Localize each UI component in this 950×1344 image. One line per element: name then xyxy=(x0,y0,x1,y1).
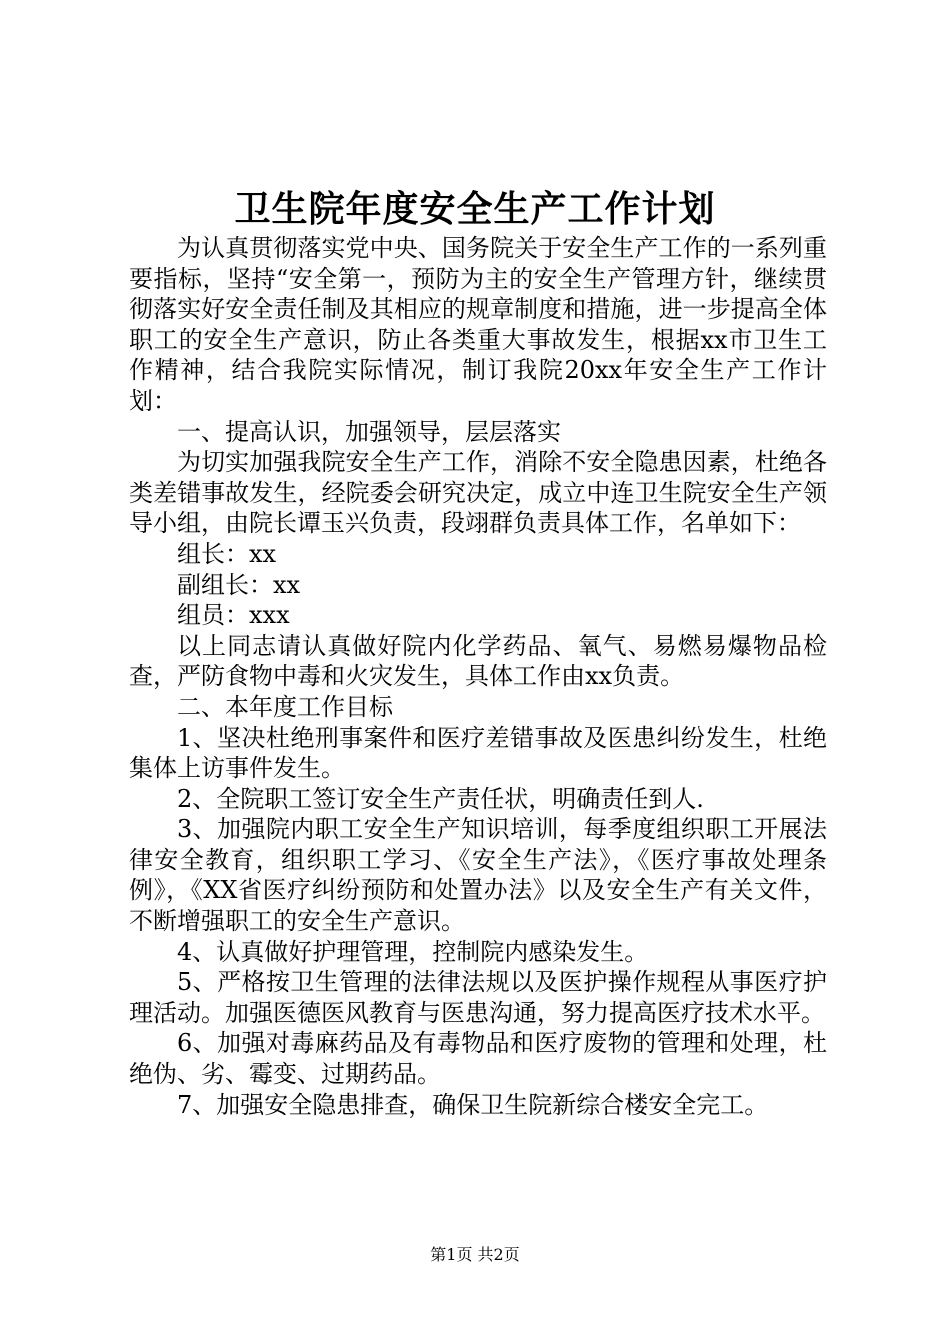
members-line: 组员：xxx xyxy=(177,601,290,630)
goal-item-7: 7、加强安全隐患排查，确保卫生院新综合楼安全完工。 xyxy=(177,1090,769,1119)
page-number-footer: 第1页 共2页 xyxy=(430,1245,520,1264)
section-heading-2: 二、本年度工作目标 xyxy=(177,692,393,721)
section-heading-1: 一、提高认识，加强领导，层层落实 xyxy=(177,417,561,446)
goal-item-6: 6、加强对毒麻药品及有毒物品和医疗废物的管理和处理，杜绝伪、劣、霉变、过期药品。 xyxy=(129,1029,827,1089)
intro-paragraph: 为认真贯彻落实党中央、国务院关于安全生产工作的一系列重要指标，坚持“安全第一，预防为主的安全生产管理方针，继续贯彻落实好安全责任制及其相应的规章制度和措施，进一步提高全体职工的安全生产意识，防止各类重大事故发生，根据xx市卫生工作精神，结合我院实际情况，制订我院20xx年安全生产工作计划： xyxy=(129,234,827,415)
goal-item-3: 3、加强院内职工安全生产知识培训，每季度组织职工开展法律安全教育，组织职工学习、《安全生产法》，《医疗事故处理条例》，《XX省医疗纠纷预防和处置办法》以及安全生产有关文件，不断增强职工的安全生产意识。 xyxy=(129,815,827,936)
goal-item-5: 5、严格按卫生管理的法律法规以及医护操作规程从事医疗护理活动。加强医德医风教育与医患沟通，努力提高医疗技术水平。 xyxy=(129,968,827,1027)
document-body xyxy=(129,233,827,1120)
leadership-paragraph: 为切实加强我院安全生产工作，消除不安全隐患因素，杜绝各类差错事故发生，经院委会研究决定，成立中连卫生院安全生产领导小组，由院长谭玉兴负责，段翊群负责具体工作，名单如下： xyxy=(129,448,827,538)
deputy-leader-line: 副组长：xx xyxy=(177,570,301,599)
goal-item-2: 2、全院职工签订安全生产责任状，明确责任到人. xyxy=(177,784,704,813)
goal-item-4: 4、认真做好护理管理，控制院内感染发生。 xyxy=(177,937,649,966)
document-title: 卫生院年度安全生产工作计划 xyxy=(234,188,716,230)
inspection-paragraph: 以上同志请认真做好院内化学药品、氧气、易燃易爆物品检查，严防食物中毒和火灾发生，具体工作由xx负责。 xyxy=(129,631,827,691)
team-leader-line: 组长：xx xyxy=(177,539,277,568)
goal-item-1: 1、坚决杜绝刑事案件和医疗差错事故及医患纠纷发生，杜绝集体上访事件发生。 xyxy=(129,723,827,783)
